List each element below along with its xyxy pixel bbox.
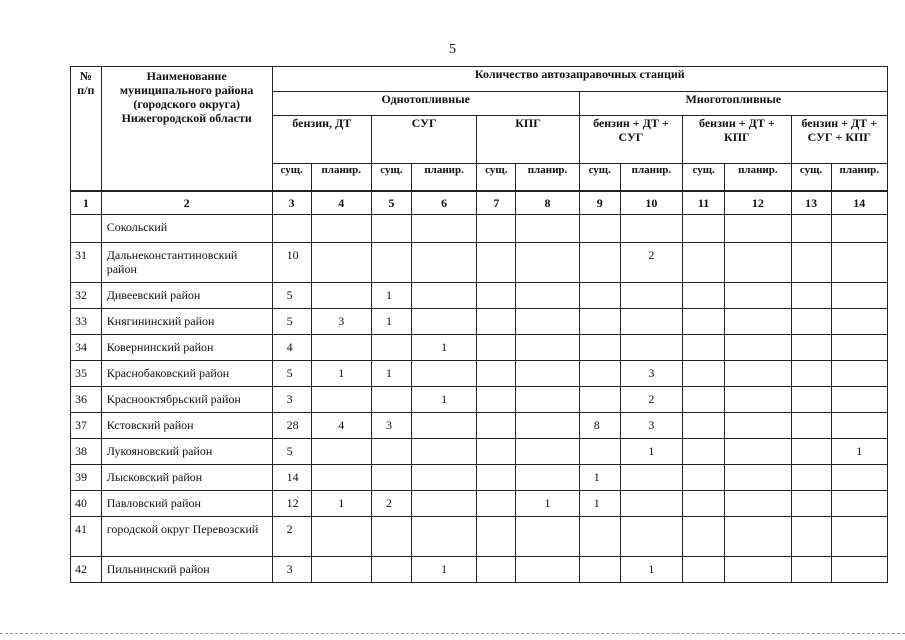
station-count-cell bbox=[725, 283, 792, 309]
municipality-name: Краснобаковский район bbox=[101, 361, 272, 387]
station-count-cell bbox=[831, 387, 887, 413]
station-count-cell bbox=[411, 243, 477, 283]
station-count-cell bbox=[311, 517, 371, 557]
station-count-cell bbox=[683, 465, 725, 491]
column-number: 14 bbox=[831, 191, 887, 215]
station-count-cell bbox=[831, 557, 887, 583]
station-count-cell bbox=[831, 465, 887, 491]
station-count-cell bbox=[683, 243, 725, 283]
header-fuel-type: СУГ bbox=[371, 116, 476, 164]
station-count-cell bbox=[683, 491, 725, 517]
station-count-cell bbox=[683, 439, 725, 465]
station-count-cell bbox=[477, 243, 516, 283]
station-count-cell bbox=[791, 491, 831, 517]
station-count-cell bbox=[725, 361, 792, 387]
column-number: 13 bbox=[791, 191, 831, 215]
municipality-name: Кстовский район bbox=[101, 413, 272, 439]
header-existing: сущ. bbox=[272, 164, 311, 192]
station-count-cell bbox=[791, 517, 831, 557]
header-fuel-type: бензин, ДТ bbox=[272, 116, 371, 164]
station-count-cell bbox=[477, 309, 516, 335]
header-title: Количество автозаправочных станций bbox=[272, 67, 887, 92]
station-count-cell bbox=[620, 309, 682, 335]
station-count-cell: 4 bbox=[272, 335, 311, 361]
station-count-cell bbox=[620, 335, 682, 361]
station-count-cell bbox=[831, 413, 887, 439]
station-count-cell: 2 bbox=[371, 491, 411, 517]
station-count-cell bbox=[791, 361, 831, 387]
municipality-name: Пильнинский район bbox=[101, 557, 272, 583]
station-count-cell bbox=[371, 243, 411, 283]
station-count-cell bbox=[683, 335, 725, 361]
municipality-name: Лысковский район bbox=[101, 465, 272, 491]
station-count-cell bbox=[477, 387, 516, 413]
column-number: 7 bbox=[477, 191, 516, 215]
station-count-cell bbox=[477, 491, 516, 517]
station-count-cell: 1 bbox=[411, 387, 477, 413]
station-count-cell bbox=[579, 309, 620, 335]
station-count-cell bbox=[791, 335, 831, 361]
station-count-cell bbox=[725, 491, 792, 517]
station-count-cell bbox=[272, 215, 311, 243]
header-single-fuel: Однотопливные bbox=[272, 92, 579, 116]
table-row bbox=[71, 439, 888, 465]
station-count-cell bbox=[477, 335, 516, 361]
station-count-cell bbox=[683, 361, 725, 387]
station-count-cell bbox=[579, 335, 620, 361]
station-count-cell: 1 bbox=[311, 491, 371, 517]
station-count-cell bbox=[831, 491, 887, 517]
station-count-cell bbox=[831, 283, 887, 309]
station-count-cell bbox=[516, 439, 579, 465]
column-number: 1 bbox=[71, 191, 102, 215]
station-count-cell bbox=[725, 557, 792, 583]
station-count-cell: 14 bbox=[272, 465, 311, 491]
table-row bbox=[71, 491, 888, 517]
station-count-cell bbox=[477, 517, 516, 557]
table-row bbox=[71, 465, 888, 491]
station-count-cell bbox=[620, 517, 682, 557]
row-number: 32 bbox=[71, 283, 102, 309]
station-count-cell bbox=[791, 243, 831, 283]
station-count-cell bbox=[371, 387, 411, 413]
station-count-cell: 8 bbox=[579, 413, 620, 439]
municipality-name: Дивеевский район bbox=[101, 283, 272, 309]
row-number: 40 bbox=[71, 491, 102, 517]
station-count-cell bbox=[371, 517, 411, 557]
station-count-cell bbox=[411, 517, 477, 557]
station-count-cell: 2 bbox=[620, 387, 682, 413]
station-count-cell bbox=[311, 283, 371, 309]
row-number: 42 bbox=[71, 557, 102, 583]
header-fuel-type: бензин + ДТ + СУГ bbox=[579, 116, 682, 164]
station-count-cell bbox=[477, 439, 516, 465]
gas-stations-table bbox=[70, 66, 888, 583]
station-count-cell bbox=[516, 361, 579, 387]
station-count-cell bbox=[579, 517, 620, 557]
station-count-cell bbox=[311, 243, 371, 283]
header-fuel-type: бензин + ДТ + КПГ bbox=[683, 116, 792, 164]
station-count-cell: 1 bbox=[579, 465, 620, 491]
table-row bbox=[71, 243, 888, 283]
column-number: 12 bbox=[725, 191, 792, 215]
station-count-cell bbox=[579, 283, 620, 309]
header-num: № п/п bbox=[71, 67, 102, 192]
municipality-name: Павловский район bbox=[101, 491, 272, 517]
municipality-name: Ковернинский район bbox=[101, 335, 272, 361]
station-count-cell: 1 bbox=[516, 491, 579, 517]
station-count-cell: 1 bbox=[311, 361, 371, 387]
header-existing: сущ. bbox=[477, 164, 516, 192]
station-count-cell bbox=[791, 387, 831, 413]
header-planned: планир. bbox=[831, 164, 887, 192]
station-count-cell: 2 bbox=[272, 517, 311, 557]
station-count-cell bbox=[791, 465, 831, 491]
station-count-cell bbox=[311, 557, 371, 583]
station-count-cell bbox=[620, 215, 682, 243]
station-count-cell bbox=[725, 387, 792, 413]
station-count-cell bbox=[579, 557, 620, 583]
station-count-cell bbox=[831, 309, 887, 335]
header-multi-fuel: Многотопливные bbox=[579, 92, 887, 116]
station-count-cell bbox=[620, 283, 682, 309]
station-count-cell bbox=[311, 215, 371, 243]
station-count-cell bbox=[477, 215, 516, 243]
station-count-cell bbox=[411, 439, 477, 465]
station-count-cell: 5 bbox=[272, 361, 311, 387]
row-number: 35 bbox=[71, 361, 102, 387]
station-count-cell: 3 bbox=[272, 387, 311, 413]
station-count-cell bbox=[516, 309, 579, 335]
station-count-cell bbox=[516, 413, 579, 439]
table-row bbox=[71, 283, 888, 309]
column-number: 6 bbox=[411, 191, 477, 215]
municipality-name: городской округ Перевозский bbox=[101, 517, 272, 557]
station-count-cell: 2 bbox=[620, 243, 682, 283]
station-count-cell: 5 bbox=[272, 283, 311, 309]
station-count-cell bbox=[311, 439, 371, 465]
municipality-name: Дальнеконстантиновский район bbox=[101, 243, 272, 283]
station-count-cell bbox=[516, 557, 579, 583]
station-count-cell: 1 bbox=[411, 557, 477, 583]
municipality-name: Краснооктябрьский район bbox=[101, 387, 272, 413]
header-existing: сущ. bbox=[683, 164, 725, 192]
station-count-cell bbox=[516, 243, 579, 283]
table-row bbox=[71, 557, 888, 583]
station-count-cell bbox=[831, 243, 887, 283]
header-fuel-type: КПГ bbox=[477, 116, 579, 164]
station-count-cell bbox=[371, 557, 411, 583]
station-count-cell bbox=[831, 335, 887, 361]
station-count-cell bbox=[579, 387, 620, 413]
column-number: 9 bbox=[579, 191, 620, 215]
row-number: 37 bbox=[71, 413, 102, 439]
station-count-cell bbox=[411, 283, 477, 309]
row-number: 36 bbox=[71, 387, 102, 413]
station-count-cell bbox=[683, 387, 725, 413]
row-number: 31 bbox=[71, 243, 102, 283]
station-count-cell bbox=[371, 439, 411, 465]
station-count-cell bbox=[311, 335, 371, 361]
station-count-cell bbox=[311, 465, 371, 491]
station-count-cell: 3 bbox=[620, 413, 682, 439]
station-count-cell bbox=[311, 387, 371, 413]
station-count-cell bbox=[477, 361, 516, 387]
column-number: 3 bbox=[272, 191, 311, 215]
station-count-cell bbox=[371, 335, 411, 361]
station-count-cell bbox=[683, 517, 725, 557]
table-row bbox=[71, 413, 888, 439]
station-count-cell bbox=[791, 439, 831, 465]
station-count-cell: 1 bbox=[620, 439, 682, 465]
column-number: 11 bbox=[683, 191, 725, 215]
table-row bbox=[71, 387, 888, 413]
station-count-cell bbox=[411, 361, 477, 387]
station-count-cell bbox=[579, 439, 620, 465]
station-count-cell bbox=[683, 309, 725, 335]
header-planned: планир. bbox=[620, 164, 682, 192]
table-row bbox=[71, 309, 888, 335]
table-row bbox=[71, 215, 888, 243]
station-count-cell bbox=[725, 335, 792, 361]
station-count-cell: 10 bbox=[272, 243, 311, 283]
row-number: 39 bbox=[71, 465, 102, 491]
station-count-cell: 1 bbox=[371, 283, 411, 309]
station-count-cell bbox=[791, 283, 831, 309]
station-count-cell bbox=[411, 491, 477, 517]
header-municipality: Наименование муниципального района (городского округа) Нижегородской области bbox=[101, 67, 272, 192]
station-count-cell bbox=[516, 335, 579, 361]
station-count-cell bbox=[516, 215, 579, 243]
station-count-cell bbox=[411, 413, 477, 439]
station-count-cell bbox=[371, 215, 411, 243]
column-number: 4 bbox=[311, 191, 371, 215]
station-count-cell: 4 bbox=[311, 413, 371, 439]
row-number: 38 bbox=[71, 439, 102, 465]
station-count-cell bbox=[831, 517, 887, 557]
column-number: 8 bbox=[516, 191, 579, 215]
station-count-cell: 1 bbox=[371, 361, 411, 387]
station-count-cell bbox=[791, 309, 831, 335]
station-count-cell: 12 bbox=[272, 491, 311, 517]
station-count-cell bbox=[831, 215, 887, 243]
station-count-cell: 1 bbox=[411, 335, 477, 361]
header-planned: планир. bbox=[311, 164, 371, 192]
station-count-cell bbox=[725, 439, 792, 465]
header-existing: сущ. bbox=[579, 164, 620, 192]
station-count-cell bbox=[791, 215, 831, 243]
station-count-cell bbox=[411, 465, 477, 491]
station-count-cell: 3 bbox=[272, 557, 311, 583]
header-fuel-type: бензин + ДТ + СУГ + КПГ bbox=[791, 116, 887, 164]
station-count-cell bbox=[579, 243, 620, 283]
municipality-name: Лукояновский район bbox=[101, 439, 272, 465]
station-count-cell bbox=[725, 215, 792, 243]
station-count-cell bbox=[725, 413, 792, 439]
station-count-cell: 3 bbox=[311, 309, 371, 335]
station-count-cell bbox=[725, 465, 792, 491]
station-count-cell bbox=[791, 557, 831, 583]
column-number: 2 bbox=[101, 191, 272, 215]
header-existing: сущ. bbox=[371, 164, 411, 192]
station-count-cell bbox=[725, 309, 792, 335]
municipality-name: Сокольский bbox=[101, 215, 272, 243]
station-count-cell bbox=[579, 361, 620, 387]
station-count-cell bbox=[579, 215, 620, 243]
header-planned: планир. bbox=[516, 164, 579, 192]
station-count-cell: 1 bbox=[620, 557, 682, 583]
station-count-cell bbox=[516, 465, 579, 491]
row-number bbox=[71, 215, 102, 243]
station-count-cell: 28 bbox=[272, 413, 311, 439]
station-count-cell bbox=[725, 517, 792, 557]
station-count-cell bbox=[516, 517, 579, 557]
station-count-cell: 1 bbox=[579, 491, 620, 517]
station-count-cell bbox=[791, 413, 831, 439]
station-count-cell bbox=[477, 413, 516, 439]
table-row bbox=[71, 361, 888, 387]
row-number: 33 bbox=[71, 309, 102, 335]
station-count-cell bbox=[620, 465, 682, 491]
station-count-cell bbox=[477, 283, 516, 309]
table-row bbox=[71, 517, 888, 557]
column-number: 10 bbox=[620, 191, 682, 215]
station-count-cell: 1 bbox=[831, 439, 887, 465]
station-count-cell bbox=[683, 413, 725, 439]
station-count-cell bbox=[683, 215, 725, 243]
header-planned: планир. bbox=[411, 164, 477, 192]
table-row bbox=[71, 335, 888, 361]
station-count-cell bbox=[620, 491, 682, 517]
column-number: 5 bbox=[371, 191, 411, 215]
header-planned: планир. bbox=[725, 164, 792, 192]
station-count-cell: 5 bbox=[272, 309, 311, 335]
station-count-cell bbox=[516, 387, 579, 413]
station-count-cell bbox=[477, 557, 516, 583]
row-number: 34 bbox=[71, 335, 102, 361]
municipality-name: Княгининский район bbox=[101, 309, 272, 335]
station-count-cell bbox=[477, 465, 516, 491]
station-count-cell: 5 bbox=[272, 439, 311, 465]
station-count-cell bbox=[411, 309, 477, 335]
header-existing: сущ. bbox=[791, 164, 831, 192]
page-edge-line bbox=[0, 633, 905, 634]
station-count-cell bbox=[371, 465, 411, 491]
page-number: 5 bbox=[449, 42, 456, 57]
station-count-cell bbox=[683, 557, 725, 583]
station-count-cell: 1 bbox=[371, 309, 411, 335]
station-count-cell: 3 bbox=[371, 413, 411, 439]
station-count-cell bbox=[831, 361, 887, 387]
station-count-cell: 3 bbox=[620, 361, 682, 387]
station-count-cell bbox=[516, 283, 579, 309]
station-count-cell bbox=[683, 283, 725, 309]
station-count-cell bbox=[411, 215, 477, 243]
row-number: 41 bbox=[71, 517, 102, 557]
station-count-cell bbox=[725, 243, 792, 283]
